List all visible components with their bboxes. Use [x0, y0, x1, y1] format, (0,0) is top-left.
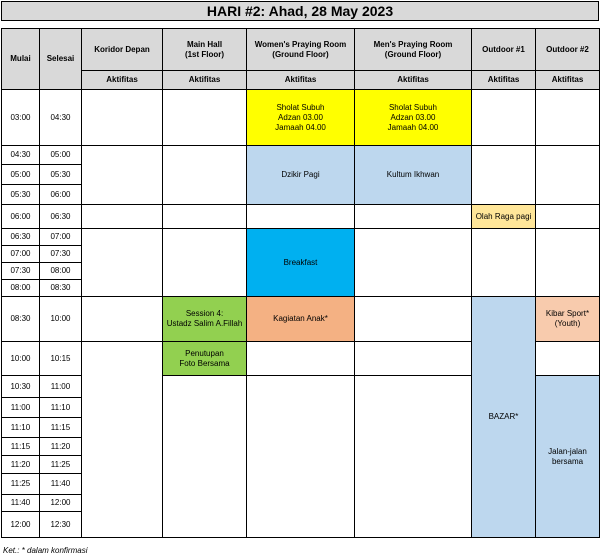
empty-cell — [536, 342, 600, 376]
time-end: 11:20 — [40, 438, 82, 456]
empty-cell — [472, 90, 536, 146]
schedule-table — [1, 28, 600, 538]
time-start: 11:20 — [2, 456, 40, 474]
time-end: 10:15 — [40, 342, 82, 376]
activity-kultum-ikhwan: Kultum Ikhwan — [355, 146, 472, 205]
time-start: 11:00 — [2, 398, 40, 418]
empty-cell — [536, 90, 600, 146]
activity-jalan-jalan-bersama: Jalan-jalan bersama — [536, 376, 600, 538]
time-end: 04:30 — [40, 90, 82, 146]
time-start: 08:30 — [2, 297, 40, 342]
header-koridor-depan: Koridor Depan — [82, 29, 163, 71]
empty-cell — [163, 146, 247, 205]
subheader-aktifitas: Aktifitas — [247, 71, 355, 90]
header-main-hall: Main Hall (1st Floor) — [163, 29, 247, 71]
empty-cell — [247, 342, 355, 376]
header-mulai: Mulai — [2, 29, 40, 90]
time-end: 05:00 — [40, 146, 82, 165]
time-start: 07:00 — [2, 246, 40, 263]
time-end: 11:10 — [40, 398, 82, 418]
time-end: 12:30 — [40, 512, 82, 538]
time-end: 10:00 — [40, 297, 82, 342]
activity-sholat-subuh-women: Sholat Subuh Adzan 03.00 Jamaah 04.00 — [247, 90, 355, 146]
empty-cell — [247, 205, 355, 229]
empty-cell — [472, 146, 536, 205]
empty-cell — [247, 376, 355, 538]
time-start: 07:30 — [2, 263, 40, 280]
empty-cell — [355, 342, 472, 376]
time-start: 12:00 — [2, 512, 40, 538]
time-end: 11:40 — [40, 474, 82, 495]
time-end: 08:00 — [40, 263, 82, 280]
footnote: Ket.: * dalam konfirmasi — [3, 546, 88, 555]
time-start: 11:10 — [2, 418, 40, 438]
activity-breakfast: Breakfast — [247, 229, 355, 297]
time-start: 10:00 — [2, 342, 40, 376]
time-end: 07:30 — [40, 246, 82, 263]
activity-kibar-sport: Kibar Sport* (Youth) — [536, 297, 600, 342]
header-mens-praying-room: Men's Praying Room (Ground Floor) — [355, 29, 472, 71]
empty-cell — [536, 205, 600, 229]
time-end: 07:00 — [40, 229, 82, 246]
header-outdoor-1: Outdoor #1 — [472, 29, 536, 71]
empty-cell — [82, 90, 163, 146]
time-start: 05:30 — [2, 185, 40, 205]
empty-cell — [536, 146, 600, 205]
time-start: 03:00 — [2, 90, 40, 146]
time-start: 11:15 — [2, 438, 40, 456]
activity-kagiatan-anak: Kagiatan Anak* — [247, 297, 355, 342]
activity-penutupan-cell — [163, 342, 247, 376]
time-end: 05:30 — [40, 165, 82, 185]
empty-cell — [163, 229, 247, 297]
time-start: 08:00 — [2, 280, 40, 297]
header-outdoor-2: Outdoor #2 — [536, 29, 600, 71]
time-end: 11:25 — [40, 456, 82, 474]
activity-sholat-subuh-men: Sholat Subuh Adzan 03.00 Jamaah 04.00 — [355, 90, 472, 146]
time-start: 05:00 — [2, 165, 40, 185]
activity-foto-bersama: Foto Bersama — [179, 358, 230, 368]
subheader-aktifitas: Aktifitas — [163, 71, 247, 90]
time-end: 11:15 — [40, 418, 82, 438]
empty-cell — [355, 297, 472, 342]
time-end: 12:00 — [40, 495, 82, 512]
empty-cell — [82, 205, 163, 229]
time-end: 06:00 — [40, 185, 82, 205]
empty-cell — [536, 229, 600, 297]
empty-cell — [163, 90, 247, 146]
subheader-aktifitas: Aktifitas — [472, 71, 536, 90]
subheader-aktifitas: Aktifitas — [536, 71, 600, 90]
activity-bazar: BAZAR* — [472, 297, 536, 538]
empty-cell — [82, 297, 163, 342]
activity-dzikir-pagi: Dzikir Pagi — [247, 146, 355, 205]
time-start: 10:30 — [2, 376, 40, 398]
activity-penutupan: Penutupan — [185, 348, 224, 358]
subheader-aktifitas: Aktifitas — [355, 71, 472, 90]
empty-cell — [82, 146, 163, 205]
empty-cell — [163, 376, 247, 538]
header-womens-praying-room: Women's Praying Room (Ground Floor) — [247, 29, 355, 71]
header-selesai: Selesai — [40, 29, 82, 90]
empty-cell — [163, 205, 247, 229]
subheader-aktifitas: Aktifitas — [82, 71, 163, 90]
page-title: HARI #2: Ahad, 28 May 2023 — [1, 1, 599, 21]
time-start: 06:30 — [2, 229, 40, 246]
time-end: 08:30 — [40, 280, 82, 297]
time-end: 06:30 — [40, 205, 82, 229]
time-start: 06:00 — [2, 205, 40, 229]
empty-cell — [355, 376, 472, 538]
time-start: 11:25 — [2, 474, 40, 495]
empty-cell — [355, 205, 472, 229]
empty-cell — [355, 229, 472, 297]
activity-session-4: Session 4: Ustadz Salim A.Fillah — [163, 297, 247, 342]
activity-olah-raga-pagi: Olah Raga pagi — [472, 205, 536, 229]
empty-cell — [472, 229, 536, 297]
time-end: 11:00 — [40, 376, 82, 398]
empty-cell — [82, 342, 163, 538]
time-start: 11:40 — [2, 495, 40, 512]
empty-cell — [82, 229, 163, 297]
time-start: 04:30 — [2, 146, 40, 165]
